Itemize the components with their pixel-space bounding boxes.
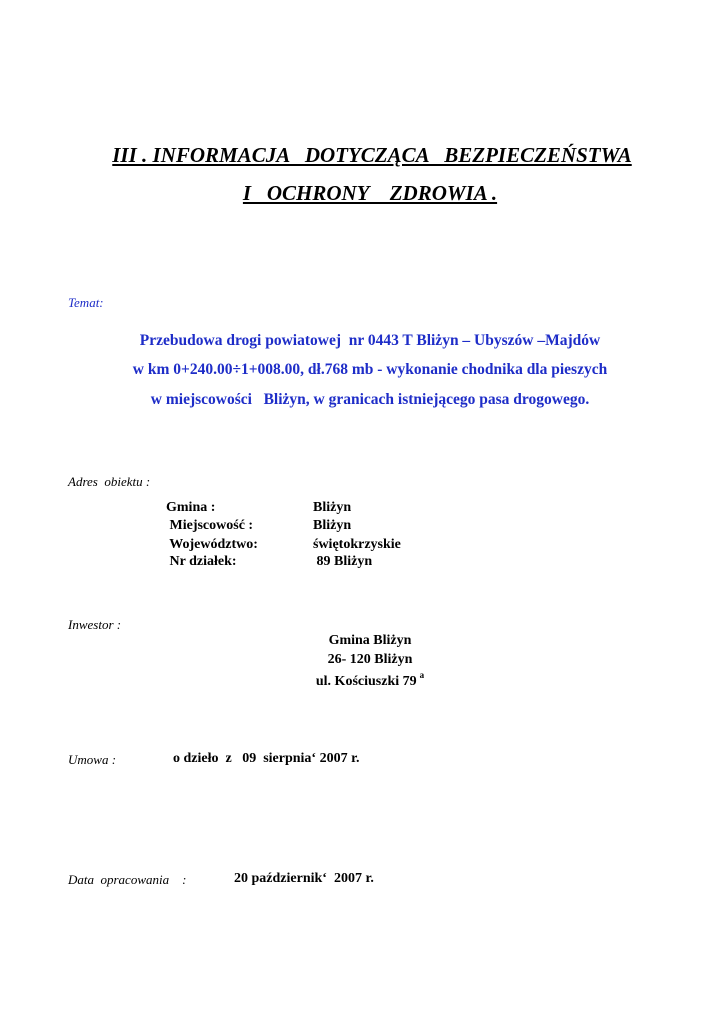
address-key-miejscowosc: Miejscowość : (166, 518, 254, 533)
address-value-gmina: Bliżyn (313, 500, 352, 515)
investor-street-suffix: a (419, 670, 425, 680)
document-title-line-1: III . INFORMACJA DOTYCZĄCA BEZPIECZEŃSTWA (112, 143, 632, 167)
investor-name: Gmina Bliżyn (328, 633, 412, 648)
date-value: 20 październik‘ 2007 r. (234, 871, 374, 886)
investor-postal: 26- 120 Bliżyn (327, 652, 413, 667)
investor-street-text: ul. Kościuszki 79 (315, 674, 417, 689)
address-value-miejscowosc: Bliżyn (313, 518, 352, 533)
document-title-line-2: I OCHRONY ZDROWIA . (242, 181, 498, 205)
topic-line-1: Przebudowa drogi powiatowej nr 0443 T Bliżyn – Ubyszów –Majdów (139, 332, 601, 349)
address-key-wojewodztwo: Województwo: (166, 537, 258, 552)
date-label: Data opracowania : (68, 872, 187, 887)
topic-line-3: w miejscowości Bliżyn, w granicach istniejącego pasa drogowego. (150, 391, 590, 408)
investor-street (0, 670, 724, 690)
address-value-wojewodztwo: świętokrzyskie (313, 537, 401, 552)
address-key-gmina: Gmina : (166, 500, 216, 515)
topic-label: Temat: (68, 295, 104, 310)
address-label: Adres obiektu : (68, 474, 151, 489)
address-key-dzialki: Nr działek: (166, 554, 237, 569)
contract-label: Umowa : (68, 752, 117, 767)
address-value-dzialki: 89 Bliżyn (313, 554, 373, 569)
investor-label: Inwestor : (68, 617, 122, 632)
topic-line-2: w km 0+240.00÷1+008.00, dł.768 mb - wykonanie chodnika dla pieszych (132, 361, 608, 378)
contract-value: o dzieło z 09 sierpnia‘ 2007 r. (173, 751, 360, 766)
